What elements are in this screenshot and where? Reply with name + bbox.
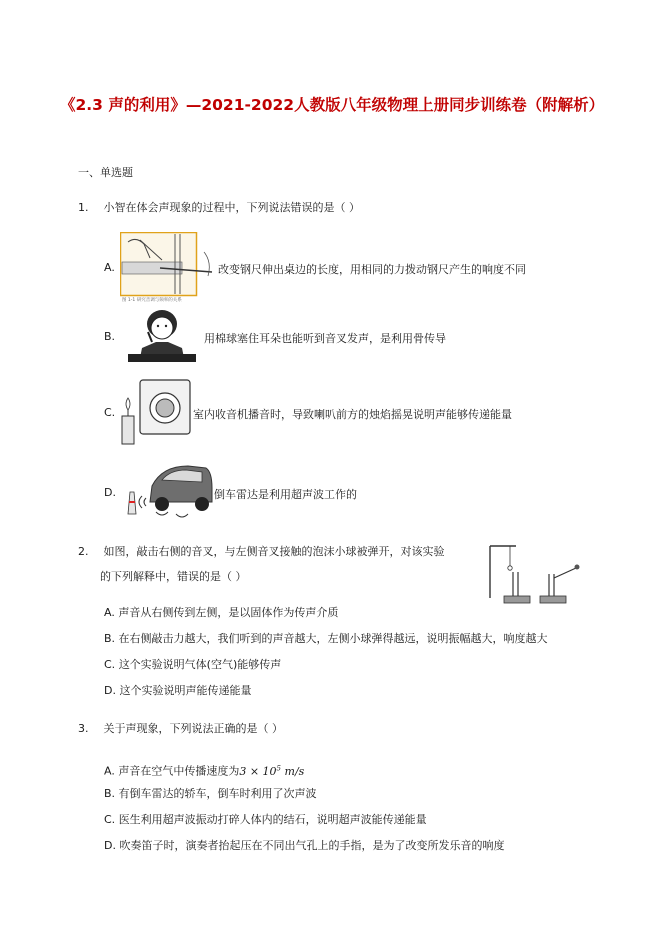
q3-option-b-label: B. — [104, 787, 116, 800]
q2-option-a-label: A. — [104, 606, 115, 619]
q2-option-c-label: C. — [104, 658, 116, 671]
q3-option-c-text: 医生利用超声波振动打碎人体内的结石，说明超声波能传递能量 — [118, 813, 427, 826]
radio-candle-figure — [118, 376, 192, 448]
question-2-stem — [78, 540, 445, 564]
q1-option-d-text: 倒车雷达是利用超声波工作的 — [214, 488, 357, 501]
q3-option-a — [104, 759, 304, 781]
q3-option-d-text: 吹奏笛子时，演奏者抬起压在不同出气孔上的手指，是为了改变所发乐音的响度 — [119, 839, 505, 852]
q1-option-c-text: 室内收音机播音时，导致喇叭前方的烛焰摇晃说明声能够传递能量 — [193, 408, 512, 421]
q2-option-c-text: 这个实验说明气体(空气)能够传声 — [118, 658, 282, 671]
reversing-radar-car-figure — [122, 458, 214, 522]
question-2-text-line2: 的下列解释中，错误的是（ ） — [100, 570, 247, 583]
q2-option-c — [104, 656, 281, 674]
q3-option-a-text: 声音在空气中传播速度为 — [118, 764, 240, 778]
question-1-text: 小智在体会声现象的过程中，下列说法错误的是（ ） — [103, 201, 360, 214]
section-heading: 一、单选题 — [78, 166, 133, 179]
q2-option-b-text: 在右侧敲击力越大，我们听到的声音越大，左侧小球弹得越远，说明振幅越大，响度越大 — [118, 632, 548, 645]
q3-option-b-text: 有倒车雷达的轿车，倒车时利用了次声波 — [118, 787, 317, 800]
q1-option-c-label: C. — [104, 406, 116, 419]
question-3-text: 关于声现象，下列说法正确的是（ ） — [103, 722, 283, 735]
figure-caption: 图 1-1 研究音调与频率的关系 — [122, 298, 182, 302]
q1-option-a-text: 改变钢尺伸出桌边的长度，用相同的力拨动钢尺产生的响度不同 — [218, 263, 526, 276]
speed-formula: $3 \times 10^5$ m/s — [239, 764, 305, 778]
question-1-stem — [78, 196, 360, 220]
page-title: 《2.3 声的利用》—2021-2022人教版八年级物理上册同步训练卷（附解析） — [60, 96, 605, 114]
steel-ruler-figure — [120, 232, 218, 302]
q2-option-a — [104, 604, 338, 622]
q3-option-b — [104, 785, 317, 803]
q1-option-a-label: A. — [104, 261, 115, 274]
q1-option-b-label: B. — [104, 330, 116, 343]
q2-option-b — [104, 630, 548, 648]
q2-option-d — [104, 682, 251, 700]
question-1-number: 1. — [78, 201, 89, 214]
question-2-stem-line2 — [100, 565, 247, 589]
q1-option-b-text: 用棉球塞住耳朵也能听到音叉发声，是利用骨传导 — [204, 332, 446, 345]
q3-option-c — [104, 811, 427, 829]
q3-option-a-label: A. — [104, 764, 115, 778]
question-3-stem — [78, 717, 283, 741]
q3-option-c-label: C. — [104, 813, 116, 826]
q2-option-a-text: 声音从右侧传到左侧，是以固体作为传声介质 — [118, 606, 339, 619]
question-3-number: 3. — [78, 722, 89, 735]
q3-option-d-label: D. — [104, 839, 116, 852]
q2-option-d-label: D. — [104, 684, 116, 697]
q1-option-d-label: D. — [104, 486, 116, 499]
q2-option-b-label: B. — [104, 632, 116, 645]
tuning-fork-ear-figure — [122, 306, 200, 364]
question-2-number: 2. — [78, 545, 89, 558]
q3-option-d — [104, 837, 504, 855]
question-2-text-line1: 如图，敲击右侧的音叉，与左侧音叉接触的泡沫小球被弹开，对该实验 — [103, 545, 445, 558]
q2-option-d-text: 这个实验说明声能传递能量 — [119, 684, 252, 697]
tuning-fork-experiment-figure — [476, 538, 584, 608]
